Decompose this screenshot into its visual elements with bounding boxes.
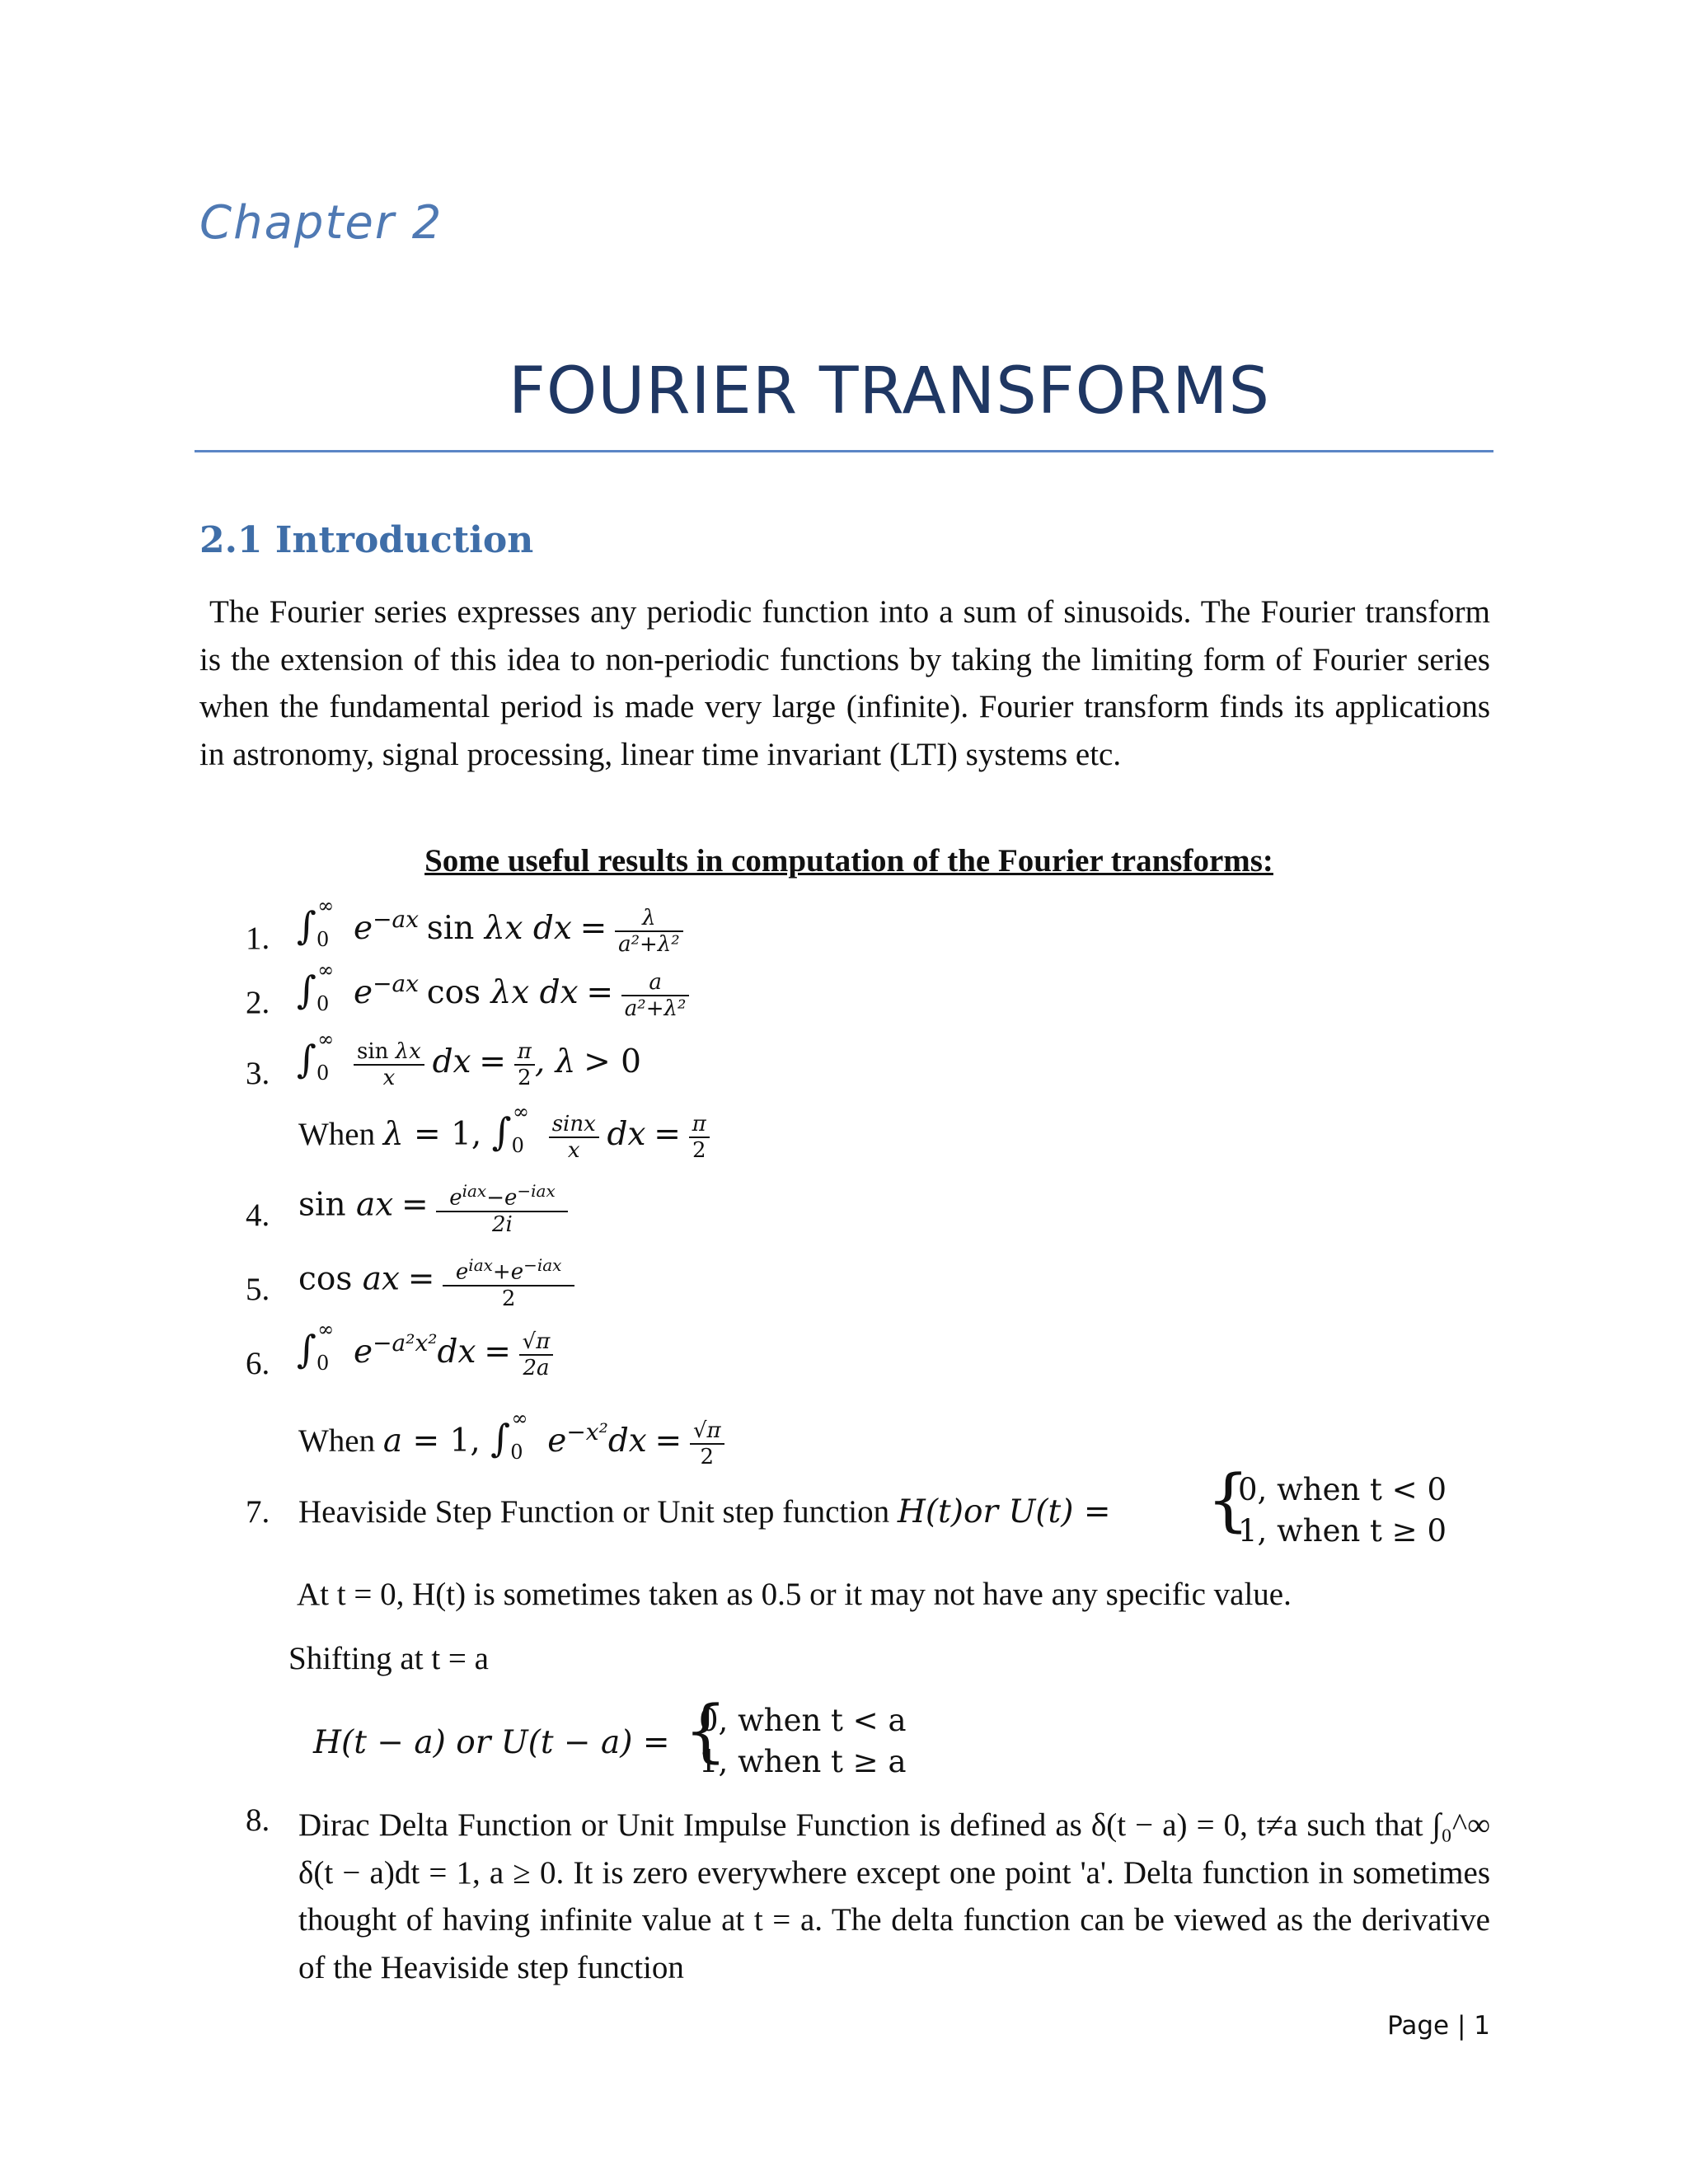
result-formula-2: $\int_0^\infty$ $e^{-ax}$ cos λx dx = $\frac{a}{\text{a²+λ²}}$ <box>297 968 689 1021</box>
heaviside-lhs: H(t)or U(t) = <box>897 1493 1111 1530</box>
chapter-label: Chapter 2 <box>199 196 443 250</box>
result-number-5: 5. <box>246 1272 270 1307</box>
heaviside-shift-brace: { <box>684 1692 728 1770</box>
result-number-3: 3. <box>246 1056 270 1091</box>
heaviside-shift-lhs: H(t − a) or U(t − a) = <box>313 1724 670 1761</box>
result-formula-6: $\int_0^\infty$ $e^{-a^2x^2}dx$ = $\frac{√\pi}{2a}$ <box>297 1327 553 1380</box>
heaviside-prefix: Heaviside Step Function or Unit step function <box>298 1494 890 1530</box>
title-divider <box>195 450 1493 452</box>
heaviside-shift-case-1: 0, when t < a <box>699 1703 907 1738</box>
page-title: FOURIER TRANSFORMS <box>509 354 1270 429</box>
result-formula-5: cos ax = $\frac{e^{iax}+e^{-iax}}{2}$ <box>298 1253 574 1311</box>
intro-paragraph: The Fourier series expresses any periodic function into a sum of sinusoids. The Fourier transform is the extension of this idea to non-periodic functions by taking the limiting form of Fourier series when the fundamental period is made very large (infinite). Fourier transform finds its applications in astronomy, signal processing, linear time invariant (LTI) systems etc. <box>199 594 1490 772</box>
result-number-4: 4. <box>246 1197 270 1233</box>
heaviside-brace: { <box>1207 1461 1250 1540</box>
result-number-6: 6. <box>246 1346 270 1381</box>
heaviside-case-1: 0, when t < 0 <box>1238 1472 1447 1507</box>
heaviside-shifting-label: Shifting at t = a <box>288 1641 489 1676</box>
result-number-1: 1. <box>246 921 270 956</box>
section-heading: 2.1 Introduction <box>199 519 534 561</box>
result-number-7: 7. <box>246 1494 270 1530</box>
heaviside-at-zero: At t = 0, H(t) is sometimes taken as 0.5 or it may not have any specific value. <box>297 1577 1292 1612</box>
result-3-special-case: When λ = 1, $\int_0^\infty$ $\frac{\sin x}{x}$ dx = $\frac{\pi}{2}$ <box>298 1109 710 1163</box>
heaviside-definition <box>298 1493 1111 1530</box>
result-number-2: 2. <box>246 985 270 1020</box>
result-formula-1: $\int_0^\infty$ $e^{-ax}$ sin λx dx = $\frac{\lambda}{\text{a²+λ²}}$ <box>297 903 683 957</box>
heaviside-shift-case-2: 1, when t ≥ a <box>699 1744 907 1779</box>
dirac-paragraph: Dirac Delta Function or Unit Impulse Function is defined as δ(t − a) = 0, t≠a such that ∫₀^∞ δ(t − a)dt = 1, a ≥ 0. It is zero everywhere except one point 'a'. Delta function in sometimes thought of having infinite value at t = a. The delta function can be viewed as the derivative of the Heaviside step function <box>298 1807 1490 1985</box>
page-number-footer: Page | 1 <box>1387 2011 1490 2041</box>
result-number-8: 8. <box>246 1802 270 1838</box>
result-formula-3: $\int_0^\infty$ $\frac{\text{sin λx}}{x}$ dx = $\frac{\pi}{2}$ , λ > 0 <box>297 1028 641 1091</box>
results-heading: Some useful results in computation of the Fourier transforms: <box>424 843 1273 879</box>
result-6-special-case: When a = 1, $\int_0^\infty$ $e^{-x^2}dx$ = $\frac{√\pi}{2}$ <box>298 1416 724 1469</box>
result-formula-4: sin ax = $\frac{e^{iax}-e^{-iax}}{2i}$ <box>298 1179 568 1237</box>
heaviside-case-2: 1, when t ≥ 0 <box>1238 1513 1447 1549</box>
